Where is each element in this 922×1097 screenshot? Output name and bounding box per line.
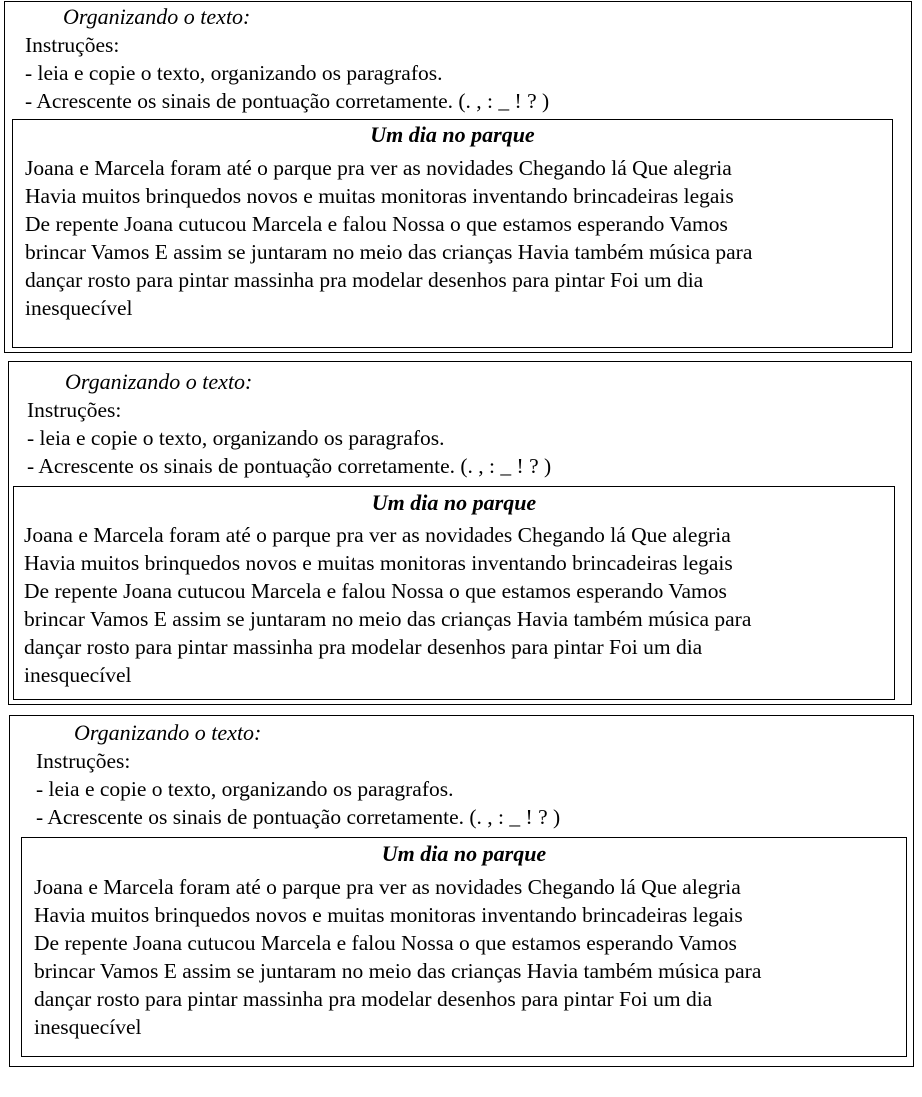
instructions-label: Instruções: (36, 749, 131, 773)
story-line: inesquecível (34, 1015, 142, 1039)
story-line: brincar Vamos E assim se juntaram no meio das crianças Havia também música para (34, 959, 762, 983)
worksheet-heading: Organizando o texto: (65, 369, 253, 394)
instruction-copy-text: - leia e copie o texto, organizando os paragrafos. (27, 426, 445, 450)
worksheet-copy-1 (4, 1, 912, 353)
instruction-punctuation: - Acrescente os sinais de pontuação corretamente. (. , : _ ! ? ) (36, 805, 561, 829)
story-line: inesquecível (24, 663, 132, 687)
story-line: dançar rosto para pintar massinha pra modelar desenhos para pintar Foi um dia (34, 987, 713, 1011)
story-title: Um dia no parque (370, 122, 535, 147)
story-title: Um dia no parque (371, 490, 537, 515)
story-line: Havia muitos brinquedos novos e muitas monitoras inventando brincadeiras legais (24, 551, 733, 575)
instruction-punctuation: - Acrescente os sinais de pontuação corretamente. (. , : _ ! ? ) (25, 89, 550, 113)
story-line: Joana e Marcela foram até o parque pra ver as novidades Chegando lá Que alegria (34, 875, 741, 899)
story-line: Havia muitos brinquedos novos e muitas monitoras inventando brincadeiras legais (34, 903, 743, 927)
story-box (13, 486, 895, 700)
instruction-copy-text: - leia e copie o texto, organizando os paragrafos. (36, 777, 454, 801)
story-line: inesquecível (25, 296, 133, 320)
worksheet-copy-3 (9, 715, 914, 1067)
story-box (12, 119, 893, 348)
worksheet-heading: Organizando o texto: (74, 720, 262, 745)
story-line: Havia muitos brinquedos novos e muitas monitoras inventando brincadeiras legais (25, 184, 734, 208)
story-line: dançar rosto para pintar massinha pra modelar desenhos para pintar Foi um dia (24, 635, 703, 659)
story-line: Joana e Marcela foram até o parque pra ver as novidades Chegando lá Que alegria (24, 523, 731, 547)
story-line: brincar Vamos E assim se juntaram no meio das crianças Havia também música para (25, 240, 753, 264)
story-line: De repente Joana cutucou Marcela e falou Nossa o que estamos esperando Vamos (24, 579, 727, 603)
worksheet-heading: Organizando o texto: (63, 4, 251, 29)
worksheet-copy-2 (8, 361, 912, 705)
story-line: brincar Vamos E assim se juntaram no meio das crianças Havia também música para (24, 607, 752, 631)
story-line: Joana e Marcela foram até o parque pra ver as novidades Chegando lá Que alegria (25, 156, 732, 180)
instructions-label: Instruções: (27, 398, 122, 422)
story-line: De repente Joana cutucou Marcela e falou Nossa o que estamos esperando Vamos (25, 212, 728, 236)
instruction-copy-text: - leia e copie o texto, organizando os paragrafos. (25, 61, 443, 85)
story-box (21, 837, 907, 1057)
instruction-punctuation: - Acrescente os sinais de pontuação corretamente. (. , : _ ! ? ) (27, 454, 552, 478)
instructions-label: Instruções: (25, 33, 120, 57)
story-line: De repente Joana cutucou Marcela e falou Nossa o que estamos esperando Vamos (34, 931, 737, 955)
story-title: Um dia no parque (381, 841, 547, 866)
story-line: dançar rosto para pintar massinha pra modelar desenhos para pintar Foi um dia (25, 268, 704, 292)
